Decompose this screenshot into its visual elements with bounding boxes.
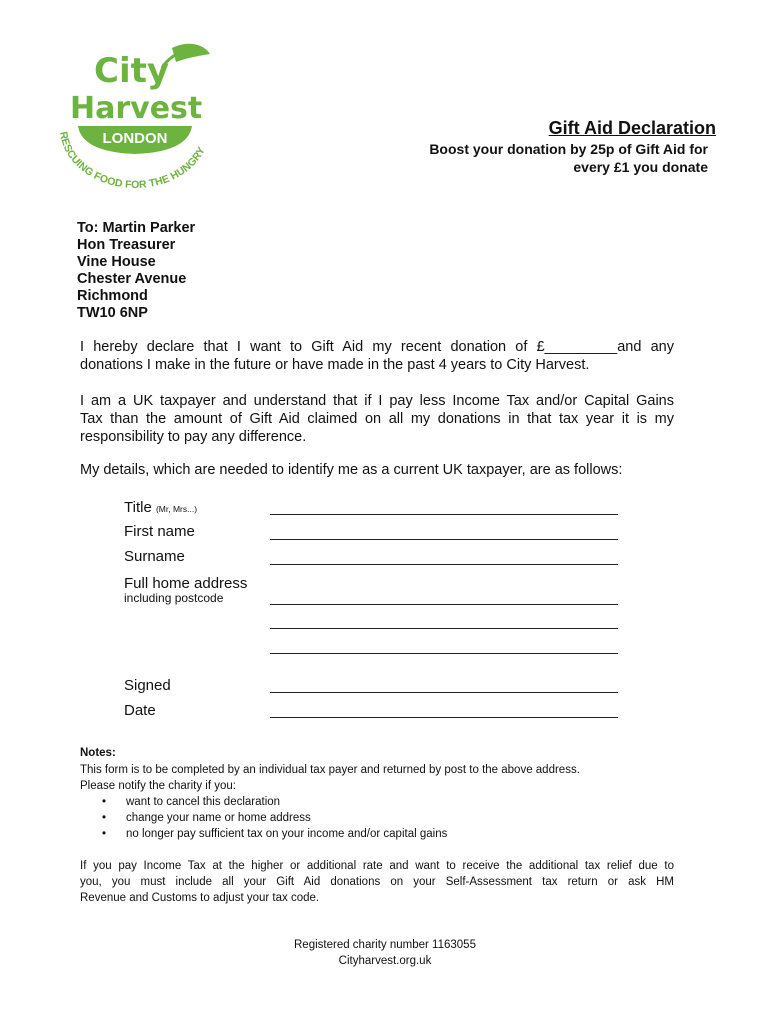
- date-label: Date: [124, 702, 156, 719]
- surname-input-line[interactable]: [270, 564, 618, 565]
- subtitle-line: Boost your donation by 25p of Gift Aid for: [429, 141, 708, 157]
- logo-tagline: RESCUING FOOD FOR THE HUNGRY: [57, 130, 208, 190]
- signed-label: Signed: [124, 677, 171, 694]
- address-label: Full home address: [124, 575, 248, 592]
- first-name-input-line[interactable]: [270, 539, 618, 540]
- surname-label: Surname: [124, 548, 185, 565]
- paragraph-line: Tax than the amount of Gift Aid claimed on all my donations in that tax year it is my: [80, 411, 674, 427]
- details-intro: My details, which are needed to identify me as a current UK taxpayer, are as follows:: [80, 462, 623, 478]
- title-label-text: Title: [124, 499, 152, 516]
- paragraph-line: you, you must include all your Gift Aid donations on your Self-Assessment tax return or ask HM: [80, 876, 674, 888]
- address-input-line-1[interactable]: [270, 604, 618, 605]
- paragraph-line: Revenue and Customs to adjust your tax code.: [80, 892, 320, 904]
- first-name-label: First name: [124, 523, 195, 540]
- address-line: Richmond: [77, 288, 148, 304]
- address-line: Hon Treasurer: [77, 237, 176, 253]
- logo-london-text: LONDON: [102, 130, 168, 147]
- subtitle-line: every £1 you donate: [573, 159, 708, 175]
- title-label: [124, 499, 197, 516]
- address-line: Chester Avenue: [77, 271, 187, 287]
- charity-number: Registered charity number 1163055: [294, 939, 476, 951]
- paragraph-line: donations I make in the future or have made in the past 4 years to City Harvest.: [80, 357, 590, 373]
- notes-section: [80, 745, 680, 842]
- notes-list: [80, 794, 680, 842]
- paragraph-line: I am a UK taxpayer and understand that if I pay less Income Tax and/or Capital Gains: [80, 393, 674, 409]
- recipient-address: [77, 220, 195, 322]
- list-item: • want to cancel this declaration: [126, 794, 680, 810]
- address-line: To: Martin Parker: [77, 220, 196, 236]
- declaration-paragraph: [80, 338, 674, 374]
- list-item: • change your name or home address: [126, 810, 680, 826]
- taxpayer-paragraph: [80, 392, 674, 446]
- title-input-line[interactable]: [270, 514, 618, 515]
- page-title: Gift Aid Declaration: [548, 118, 716, 138]
- list-item: • no longer pay sufficient tax on your income and/or capital gains: [126, 826, 680, 842]
- paragraph-line: I hereby declare that I want to Gift Aid my recent donation of £_________and any: [80, 339, 674, 355]
- notes-heading: Notes:: [80, 747, 116, 759]
- notes-line: Please notify the charity if you:: [80, 780, 236, 792]
- address-line: TW10 6NP: [77, 305, 148, 321]
- title-hint: (Mr, Mrs...): [155, 504, 198, 514]
- logo-city-text: City: [94, 51, 170, 91]
- address-line: Vine House: [77, 254, 156, 270]
- paragraph-line: If you pay Income Tax at the higher or additional rate and want to receive the additional tax relief due to: [80, 860, 674, 872]
- higher-rate-paragraph: [80, 858, 674, 906]
- paragraph-line: responsibility to pay any difference.: [80, 429, 307, 445]
- footer: [0, 937, 770, 969]
- website: Cityharvest.org.uk: [338, 955, 432, 967]
- city-harvest-logo: [50, 40, 220, 190]
- date-input-line[interactable]: [270, 717, 618, 718]
- notes-line: This form is to be completed by an individual tax payer and returned by post to the above address.: [80, 764, 580, 776]
- address-hint: including postcode: [124, 591, 224, 605]
- page-subtitle: [300, 140, 708, 176]
- address-input-line-3[interactable]: [270, 653, 618, 654]
- address-input-line-2[interactable]: [270, 628, 618, 629]
- signature-line[interactable]: [270, 692, 618, 693]
- logo-harvest-text: Harvest: [70, 91, 203, 126]
